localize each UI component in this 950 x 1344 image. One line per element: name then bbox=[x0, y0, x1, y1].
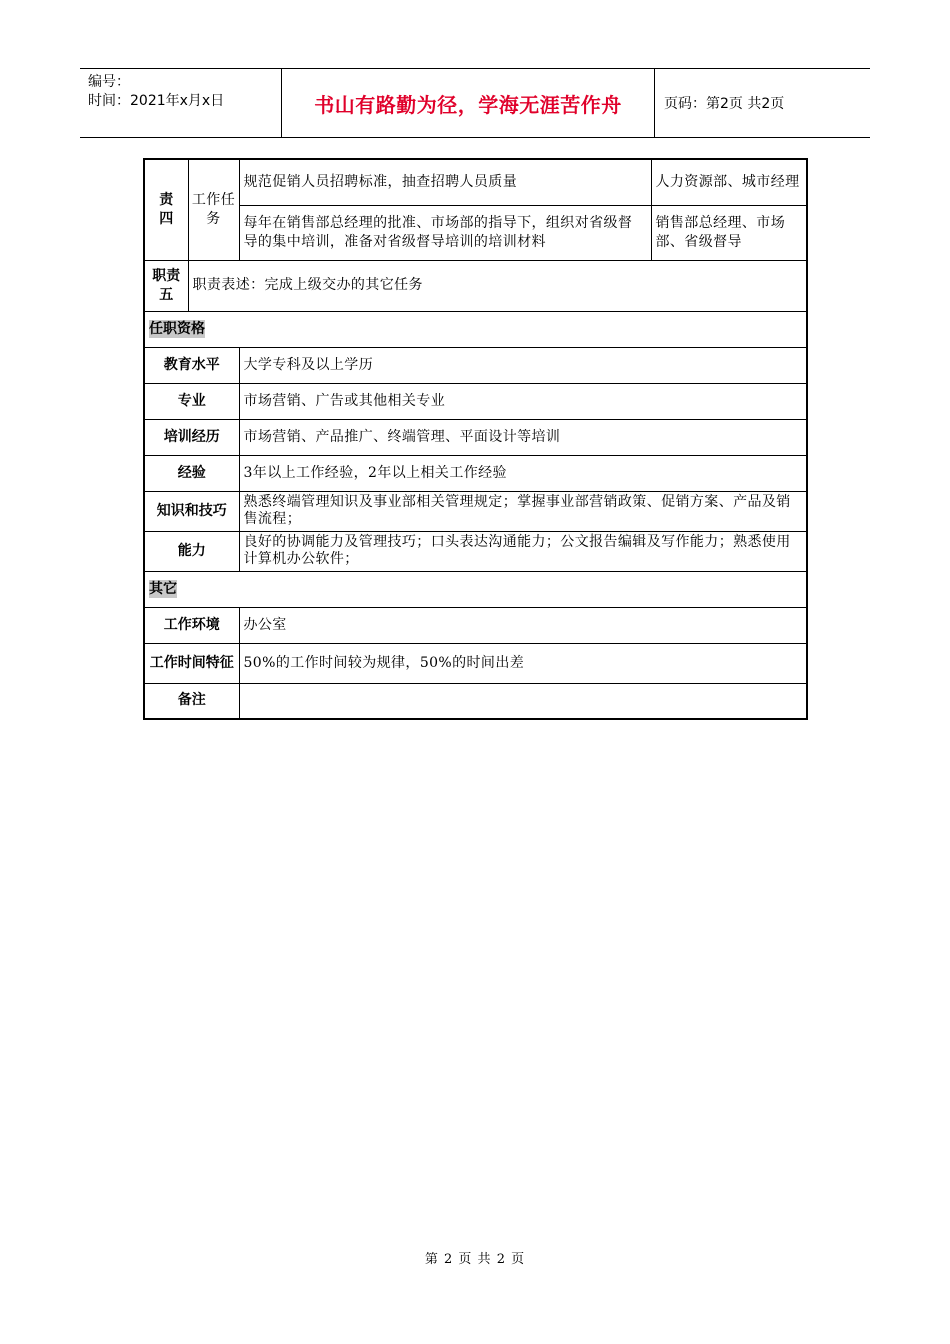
duty4-task-1-desc: 规范促销人员招聘标准，抽查招聘人员质量 bbox=[239, 159, 651, 205]
table-row bbox=[144, 455, 807, 491]
qualification-section-title bbox=[144, 311, 807, 347]
qualification-title-text: 任职资格 bbox=[149, 320, 205, 337]
row-value: 办公室 bbox=[239, 607, 807, 643]
duty4-task-2-dept: 销售部总经理、市场部、省级督导 bbox=[651, 205, 807, 260]
duty4-task-1-dept: 人力资源部、城市经理 bbox=[651, 159, 807, 205]
qualification-section-row bbox=[144, 311, 807, 347]
duty4-sub-label: 工作任务 bbox=[188, 159, 239, 260]
duty4-row-2 bbox=[144, 205, 807, 260]
header-page-cell bbox=[654, 69, 870, 137]
table-row bbox=[144, 419, 807, 455]
row-value: 3年以上工作经验，2年以上相关工作经验 bbox=[239, 455, 807, 491]
duty5-row bbox=[144, 260, 807, 311]
row-label: 备注 bbox=[144, 683, 239, 719]
table-row bbox=[144, 607, 807, 643]
job-description-table bbox=[143, 158, 808, 720]
table-row bbox=[144, 683, 807, 719]
duty4-row-1 bbox=[144, 159, 807, 205]
row-label: 教育水平 bbox=[144, 347, 239, 383]
row-label: 知识和技巧 bbox=[144, 491, 239, 531]
row-value: 市场营销、产品推广、终端管理、平面设计等培训 bbox=[239, 419, 807, 455]
other-title-text: 其它 bbox=[149, 580, 177, 597]
table-row bbox=[144, 643, 807, 683]
header-motto-cell bbox=[281, 69, 655, 137]
page-info: 页码：第2页 共2页 bbox=[664, 96, 785, 112]
duty5-label: 职责五 bbox=[144, 260, 188, 311]
row-value: 熟悉终端管理知识及事业部相关管理规定；掌握事业部营销政策、促销方案、产品及销售流程； bbox=[239, 491, 807, 531]
duty5-desc: 职责表述：完成上级交办的其它任务 bbox=[188, 260, 807, 311]
duty4-task-2-desc: 每年在销售部总经理的批准、市场部的指导下，组织对省级督导的集中培训，准备对省级督导培训的培训材料 bbox=[239, 205, 651, 260]
other-section-row bbox=[144, 571, 807, 607]
row-label: 工作环境 bbox=[144, 607, 239, 643]
page-header bbox=[80, 68, 870, 138]
row-value: 大学专科及以上学历 bbox=[239, 347, 807, 383]
table-row bbox=[144, 491, 807, 531]
table-row bbox=[144, 347, 807, 383]
row-label: 能力 bbox=[144, 531, 239, 571]
other-section-title bbox=[144, 571, 807, 607]
header-left bbox=[80, 69, 280, 137]
doc-time-label: 时间：2021年x月x日 bbox=[88, 93, 225, 109]
row-label: 培训经历 bbox=[144, 419, 239, 455]
doc-number-label: 编号： bbox=[88, 74, 130, 90]
motto-text: 书山有路勤为径，学海无涯苦作舟 bbox=[314, 92, 622, 117]
row-value bbox=[239, 683, 807, 719]
row-value: 市场营销、广告或其他相关专业 bbox=[239, 383, 807, 419]
row-label: 经验 bbox=[144, 455, 239, 491]
duty4-label: 责四 bbox=[144, 159, 188, 260]
row-value: 50%的工作时间较为规律，50%的时间出差 bbox=[239, 643, 807, 683]
page-footer: 第 2 页 共 2 页 bbox=[424, 1252, 526, 1267]
row-label: 工作时间特征 bbox=[144, 643, 239, 683]
table-row bbox=[144, 531, 807, 571]
table-row bbox=[144, 383, 807, 419]
row-label: 专业 bbox=[144, 383, 239, 419]
row-value: 良好的协调能力及管理技巧；口头表达沟通能力；公文报告编辑及写作能力；熟悉使用计算机办公软件； bbox=[239, 531, 807, 571]
